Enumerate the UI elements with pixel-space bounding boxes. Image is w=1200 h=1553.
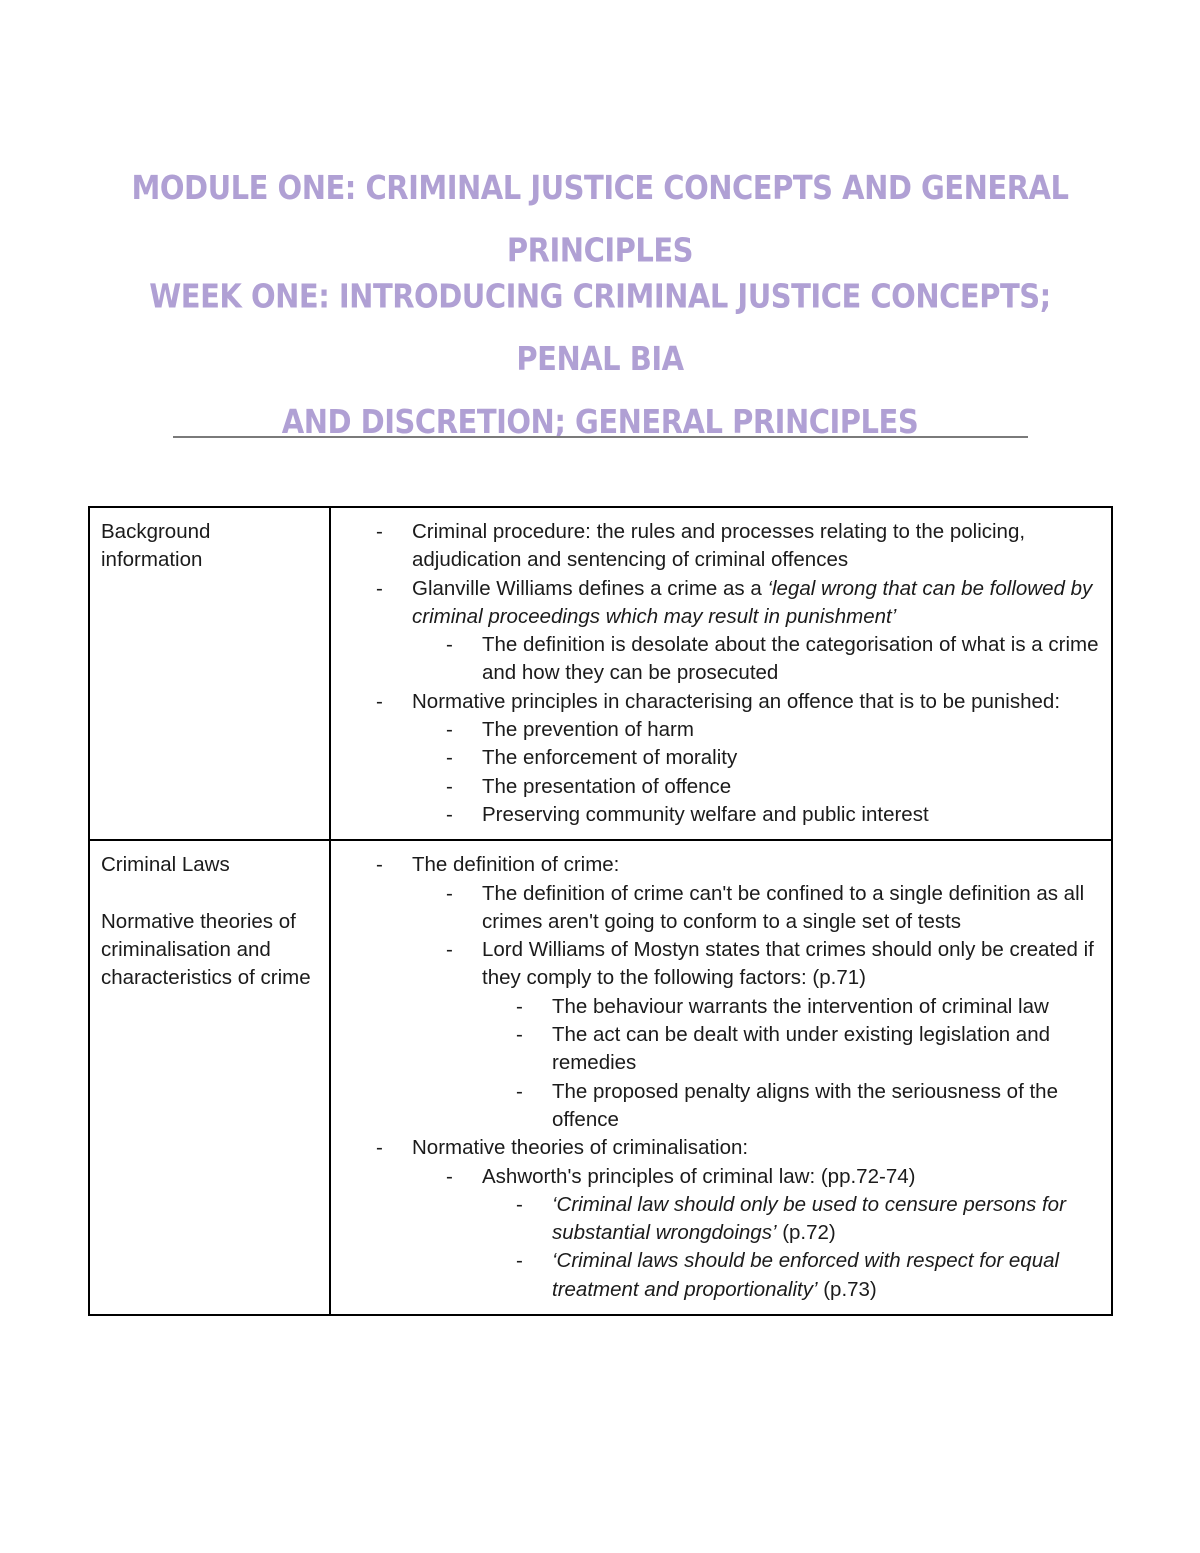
- row-label-cell: [89, 840, 330, 1315]
- bullet-list: [412, 1163, 1101, 1304]
- list-item: - Normative theories of criminalisation: - Ashworth's principles of criminal law: (pp.72-74) - ‘Criminal law should only be used to censure persons for substantial wrongdoings’ (p.72) - ‘Criminal laws should be enforced with respect for equal treatment and proportionality’ (p.73): [342, 1134, 1101, 1304]
- row-label-line: Criminal Laws: [101, 853, 230, 877]
- list-item: - The act can be dealt with under existing legislation and remedies: [482, 1021, 1101, 1078]
- horizontal-divider: [173, 436, 1028, 438]
- list-item: - The definition is desolate about the categorisation of what is a crime and how they can be prosecuted: [412, 631, 1101, 688]
- bullet-list: [482, 993, 1101, 1134]
- quote-text: ‘Criminal laws should be enforced with respect for equal treatment and proportionality’: [552, 1249, 1060, 1301]
- list-item: - The behaviour warrants the intervention of criminal law: [482, 993, 1101, 1021]
- row-content-cell: [330, 840, 1112, 1315]
- list-item: - Ashworth's principles of criminal law: (pp.72-74) - ‘Criminal law should only be used to censure persons for substantial wrongdoings’ (p.72) - ‘Criminal laws should be enforced with respect for equal treatment and proportionality’ (p.73): [412, 1163, 1101, 1304]
- quote-text: ‘Criminal law should only be used to censure persons for substantial wrongdoings’: [552, 1192, 1066, 1245]
- list-item: - The enforcement of morality: [412, 744, 1101, 772]
- bullet-list: [412, 631, 1101, 688]
- list-item: - The presentation of offence: [412, 773, 1101, 801]
- list-item: - The prevention of harm: [412, 716, 1101, 744]
- list-item: - The definition of crime can't be confined to a single definition as all crimes aren't going to conform to a single set of tests: [412, 880, 1101, 937]
- list-item: - The proposed penalty aligns with the seriousness of the offence: [482, 1078, 1101, 1135]
- bullet-list: [482, 1191, 1101, 1304]
- row-label-cell: [89, 507, 330, 840]
- bullet-list: [342, 851, 1101, 1304]
- list-item: - Lord Williams of Mostyn states that crimes should only be created if they comply to the following factors: (p.71) - The behaviour warrants the intervention of criminal law - The act can be dealt with under existing legislation and remedies - The proposed penalty aligns with the seriousness of the offence: [412, 936, 1101, 1134]
- quote-text: ‘legal wrong that can be followed by criminal proceedings which may result in punishment’: [412, 576, 1093, 628]
- row-label-line: information: [101, 548, 203, 572]
- row-content-cell: [330, 507, 1112, 840]
- list-item: - Normative principles in characterising an offence that is to be punished: - The prevention of harm - The enforcement of morality - The presentation of offence - Preserving community welfare and public interest: [342, 688, 1101, 829]
- list-item: - Glanville Williams defines a crime as a ‘legal wrong that can be followed by criminal proceedings which may result in punishment’ - The definition is desolate about the categorisation of what is a crime and how they can be prosecuted: [342, 575, 1101, 688]
- table-row: [89, 840, 1112, 1315]
- module-title-line2: PRINCIPLES: [506, 231, 694, 270]
- list-item: - ‘Criminal law should only be used to censure persons for substantial wrongdoings’ (p.72): [482, 1191, 1101, 1248]
- week-title: [100, 265, 1100, 453]
- list-item: - Preserving community welfare and public interest: [412, 801, 1101, 829]
- week-title-line2: AND DISCRETION; GENERAL PRINCIPLES: [281, 402, 919, 441]
- week-title-line1: WEEK ONE: INTRODUCING CRIMINAL JUSTICE CONCEPTS; PENAL BIA: [149, 277, 1051, 379]
- module-title: [120, 156, 1080, 281]
- bullet-list: [342, 518, 1101, 829]
- list-item: - ‘Criminal laws should be enforced with respect for equal treatment and proportionality’ (p.73): [482, 1247, 1101, 1304]
- list-item: - Criminal procedure: the rules and processes relating to the policing, adjudication and sentencing of criminal offences: [342, 518, 1101, 575]
- list-item: - The definition of crime: - The definition of crime can't be confined to a single definition as all crimes aren't going to conform to a single set of tests - Lord Williams of Mostyn states that crimes should only be created if they comply to the following factors: (p.71) - The behaviour warrants the intervention of criminal law - The act can be dealt with under existing legislation and remedies - The proposed penalty aligns with the seriousness of the offence: [342, 851, 1101, 1134]
- bullet-list: [412, 880, 1101, 1135]
- table-row: [89, 507, 1112, 840]
- row-label-line: Normative theories of criminalisation and characteristics of crime: [101, 909, 311, 990]
- module-title-line1: MODULE ONE: CRIMINAL JUSTICE CONCEPTS AND GENERAL: [131, 168, 1069, 207]
- notes-table: [88, 506, 1113, 1316]
- bullet-list: [412, 716, 1101, 829]
- row-label-line: Background: [101, 520, 211, 543]
